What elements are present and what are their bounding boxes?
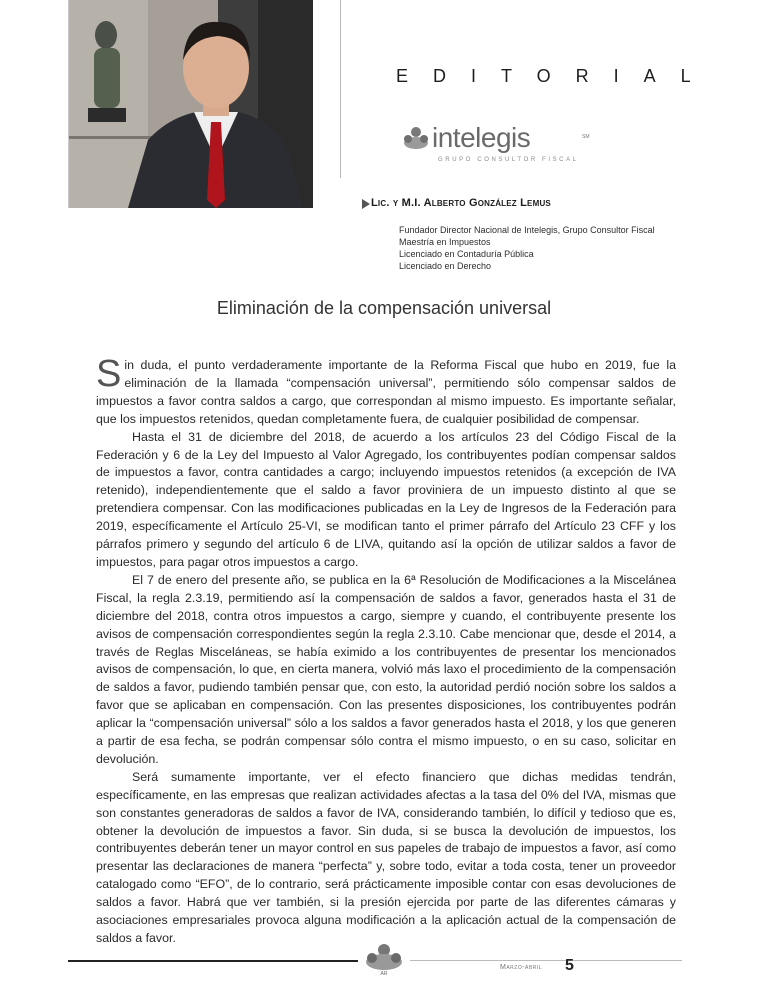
article-body xyxy=(96,353,676,948)
issue-date: Marzo-abril xyxy=(500,964,543,971)
divider-line xyxy=(68,0,69,208)
footer-rule xyxy=(68,960,358,962)
footer-rule xyxy=(410,960,682,961)
page-number: 5 xyxy=(565,957,574,974)
drop-cap: S xyxy=(96,353,122,395)
author-photo xyxy=(68,0,313,208)
article-title: Eliminación de la compensación universal xyxy=(216,298,552,318)
author-credentials xyxy=(399,224,655,272)
logo-mark-icon xyxy=(402,126,430,152)
logo-wordmark: intelegis xyxy=(432,122,531,153)
section-label: EDITORIAL xyxy=(396,66,716,86)
intelegis-logo xyxy=(402,122,602,166)
paragraph-text: in duda, el punto verdaderamente importante de la Reforma Fiscal que hubo en 2019, fue la eliminación de la llamada “compensación universal”, permitiendo sólo compensar saldos de impuestos a favor contra saldos a cargo, que correspondan al mismo impuesto. Es importante señalar, que los impuestos retenidos, quedan completamente fuera, de cualquier posibilidad de compensar. xyxy=(96,358,676,426)
paragraph xyxy=(96,353,676,429)
divider-line xyxy=(340,0,341,178)
footer-logo-icon xyxy=(362,942,406,976)
arrow-right-icon xyxy=(362,199,370,209)
author-name: Lic. y M.I. Alberto González Lemus xyxy=(371,197,551,209)
logo-reg-mark: SM xyxy=(582,134,590,140)
credential-line: Maestría en Impuestos xyxy=(399,237,491,247)
credential-line: Fundador Director Nacional de Intelegis, Grupo Consultor Fiscal xyxy=(399,225,655,235)
footer-logo xyxy=(362,942,406,981)
credential-line: Licenciado en Contaduría Pública xyxy=(399,249,534,259)
footer-logo-text: AR xyxy=(380,971,388,976)
paragraph: Será sumamente importante, ver el efecto financiero que dichas medidas tendrán, específicamente, en las empresas que realizan actividades afectas a la tasa del 0% del IVA, mismas que son constantes generadoras de saldos a favor de IVA, considerando también, lo difícil y tedioso que es, obtener la devolución de impuestos a favor. Sin duda, si se busca la devolución de impuestos, los contribuyentes deberán tener un mayor control en sus papeles de trabajo de impuestos a favor, así como presentar las declaraciones de manera “perfecta” y, sobre todo, evitar a toda costa, tener un proveedor catalogado como “EFO”, de lo contrario, será prácticamente imposible contar con esas devoluciones de saldos a favor. Habrá que ver también, si la presión ejercida por parte de las diferentes cámaras y asociaciones empresariales provoca alguna modificación a la aplicación actual de la compensación de saldos a favor. xyxy=(96,769,676,945)
paragraph: El 7 de enero del presente año, se publica en la 6ª Resolución de Modificaciones a la Miscelánea Fiscal, la regla 2.3.19, permitiendo así la compensación de saldos a favor, generados hasta el 31 de diciembre del 2018, contra otros impuestos a cargo, siempre y cuando, el contribuyente presente los avisos de compensación correspondientes según la regla 2.3.10. Cabe mencionar que, desde el 2014, a través de Reglas Misceláneas, se había eximido a los contribuyentes de presentar los mencionados avisos de compensación, lo que, en cierta manera, volvió más laxo el procedimiento de la compensación de saldos a favor, pudiendo también pensar que, con esto, la autoridad perdió noción sobre los saldos a favor que se aplicaban en compensación. Con las presentes disposiciones, los contribuyentes podrán aplicar la “compensación universal” sólo a los saldos a favor generados hasta el 2018, y los que generen a partir de esa fecha, se podrán compensar sólo contra el mismo impuesto, o en su caso, solicitar en devolución. xyxy=(96,572,676,766)
credential-line: Licenciado en Derecho xyxy=(399,261,492,271)
paragraph: Hasta el 31 de diciembre del 2018, de acuerdo a los artículos 23 del Código Fiscal de la Federación y 6 de la Ley del Impuesto al Valor Agregado, los contribuyentes podían compensar saldos de impuestos a favor, contra cantidades a cargo; incluyendo impuestos retenidos (a excepción de IVA retenido), independientemente que el saldo a favor proviniera de un impuesto distinto al que se pretendiera compensar. Con las modificaciones publicadas en la Ley de Ingresos de la Federación para 2019, específicamente el Artículo 25-VI, se modifican tanto el primer párrafo del Artículo 23 CFF y los párrafos primero y segundo del artículo 6 de LIVA, quitando así la opción de utilizar saldos a favor de impuestos, para pagar otros impuestos a cargo. xyxy=(96,429,676,569)
logo-tagline: GRUPO CONSULTOR FISCAL xyxy=(438,157,579,163)
